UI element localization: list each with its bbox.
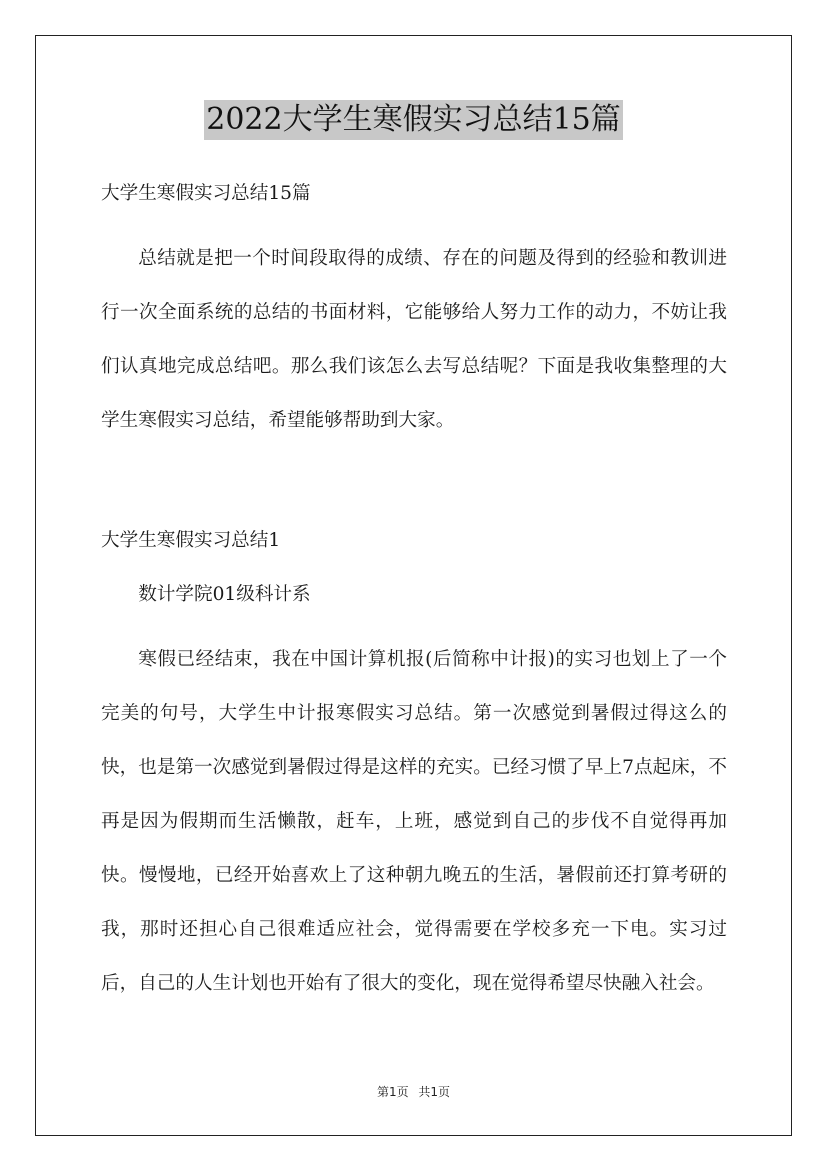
document-body [101, 178, 727, 1011]
page-footer [0, 1083, 827, 1100]
page-number: 第1页 [376, 1085, 409, 1099]
spacer [101, 611, 727, 633]
subtitle: 大学生寒假实习总结15篇 [101, 183, 311, 204]
intro-paragraph: 总结就是把一个时间段取得的成绩、存在的问题及得到的经验和教训进行一次全面系统的总结的书面材料，它能够给人努力工作的动力，不妨让我们认真地完成总结吧。那么我们该怎么去写总结呢？下面是我收集整理的大学生寒假实习总结，希望能够帮助到大家。 [101, 248, 727, 431]
spacer [101, 557, 727, 579]
author-line: 数计学院01级科计系 [138, 584, 311, 605]
section-heading: 大学生寒假实习总结1 [101, 530, 281, 551]
page-total: 共1页 [418, 1085, 451, 1099]
title-container [0, 100, 827, 140]
spacer [101, 448, 727, 525]
document-title: 2022大学生寒假实习总结15篇 [204, 100, 623, 140]
body-paragraph: 寒假已经结束，我在中国计算机报(后简称中计报)的实习也划上了一个完美的句号，大学生中计报寒假实习总结。第一次感觉到暑假过得这么的快，也是第一次感觉到暑假过得是这样的充实。已经习惯了早上7点起床，不再是因为假期而生活懒散，赶车，上班，感觉到自己的步伐不自觉得再加快。慢慢地，已经开始喜欢上了这种朝九晚五的生活，暑假前还打算考研的我，那时还担心自己很难适应社会，觉得需要在学校多充一下电。实习过后，自己的人生计划也开始有了很大的变化，现在觉得希望尽快融入社会。 [101, 649, 727, 994]
spacer [101, 210, 727, 232]
